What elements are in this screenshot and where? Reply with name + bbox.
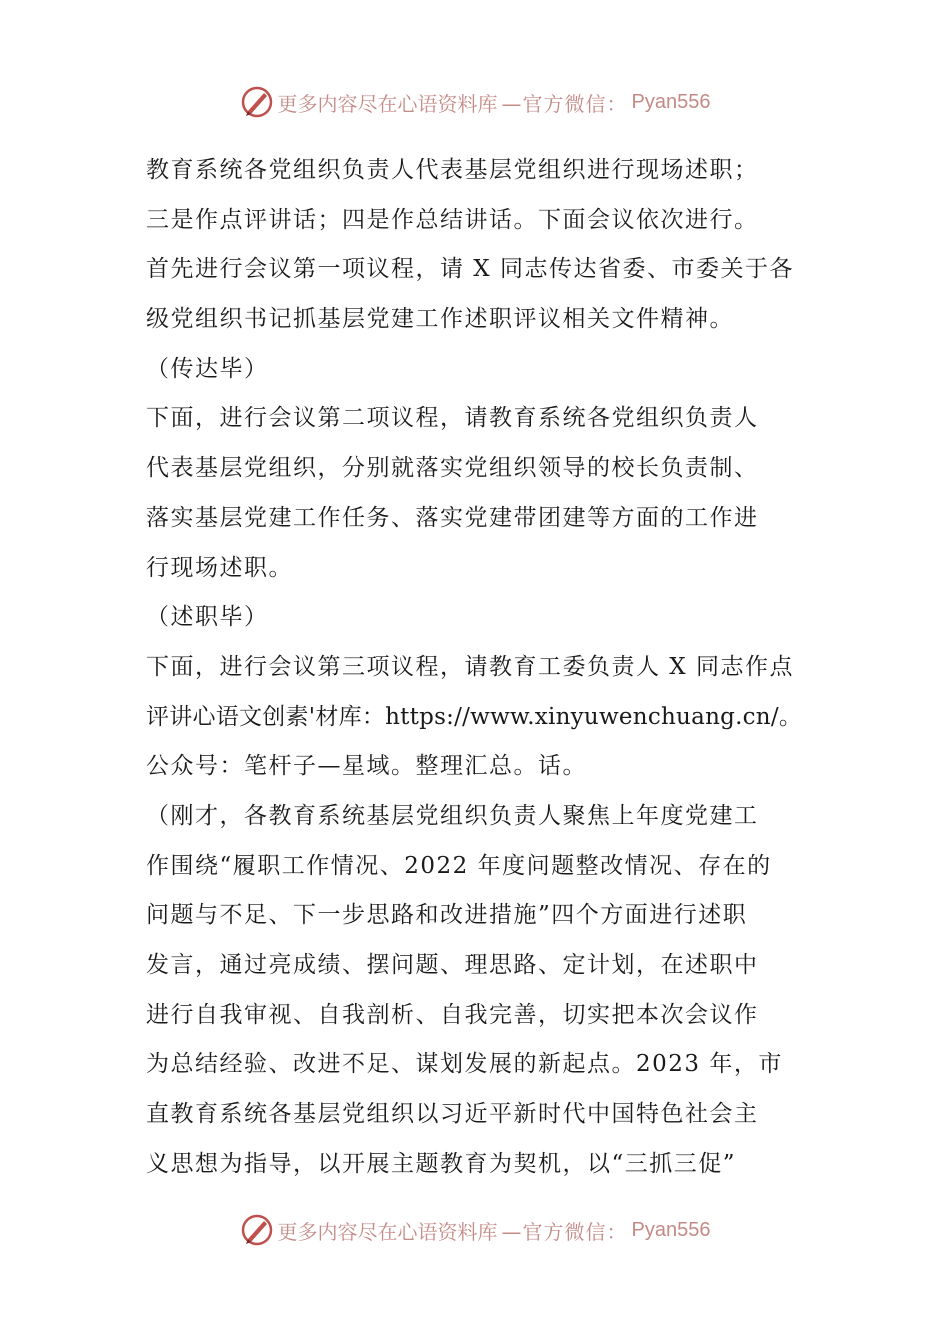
- text-line: 进行自我审视、自我剖析、自我完善，切实把本次会议作: [146, 1001, 759, 1028]
- watermark-footer: [0, 1210, 950, 1250]
- document-body: [146, 146, 806, 1189]
- text-line: （传达毕）: [146, 355, 269, 382]
- text-line: 义思想为指导，以开展主题教育为契机，以“三抓三促”: [146, 1150, 737, 1177]
- text-line: 代表基层党组织，分别就落实党组织领导的校长负责制、: [146, 455, 759, 482]
- text-line: （刚才，各教育系统基层党组织负责人聚焦上年度党建工: [146, 802, 759, 829]
- text-line: 首先进行会议第一项议程，请 X 同志传达省委、市委关于各: [146, 256, 794, 283]
- text-line: 教育系统各党组织负责人代表基层党组织进行现场述职；: [146, 157, 759, 183]
- text-line: 为总结经验、改进不足、谋划发展的新起点。2023 年，市: [146, 1051, 783, 1078]
- text-line: 问题与不足、下一步思路和改进措施”四个方面进行述职: [146, 902, 748, 929]
- pen-logo-icon: [240, 85, 274, 119]
- text-line: （述职毕）: [146, 604, 269, 631]
- pen-logo-icon: [240, 1213, 274, 1247]
- text-line: 公众号：笔杆子—星域。整理汇总。话。: [146, 753, 587, 780]
- watermark-handle: Pyan556: [631, 1218, 711, 1241]
- text-line-link: 评讲心语文创素'材库：https://www.xinyuwenchuang.cn/。: [146, 703, 803, 730]
- text-line: 级党组织书记抓基层党建工作述职评议相关文件精神。: [146, 306, 734, 333]
- watermark-official: —官方微信：: [501, 91, 628, 116]
- watermark-handle: Pyan556: [631, 90, 711, 113]
- watermark-brand: 更多内容尽在心语资料库: [277, 1219, 498, 1244]
- text-line: 作围绕“履职工作情况、2022 年度问题整改情况、存在的: [146, 852, 772, 879]
- text-line: 直教育系统各基层党组织以习近平新时代中国特色社会主: [146, 1101, 759, 1128]
- watermark-header: [0, 82, 950, 122]
- text-line: 下面，进行会议第二项议程，请教育系统各党组织负责人: [146, 405, 759, 432]
- text-line: 行现场述职。: [146, 554, 293, 581]
- text-line: 落实基层党建工作任务、落实党建带团建等方面的工作进: [146, 504, 759, 531]
- text-line: 发言，通过亮成绩、摆问题、理思路、定计划，在述职中: [146, 952, 759, 978]
- watermark-brand: 更多内容尽在心语资料库: [277, 91, 498, 116]
- text-line: 下面，进行会议第三项议程，请教育工委负责人 X 同志作点: [146, 653, 794, 680]
- text-line: 三是作点评讲话；四是作总结讲话。下面会议依次进行。: [146, 206, 759, 233]
- watermark-official: —官方微信：: [501, 1219, 628, 1244]
